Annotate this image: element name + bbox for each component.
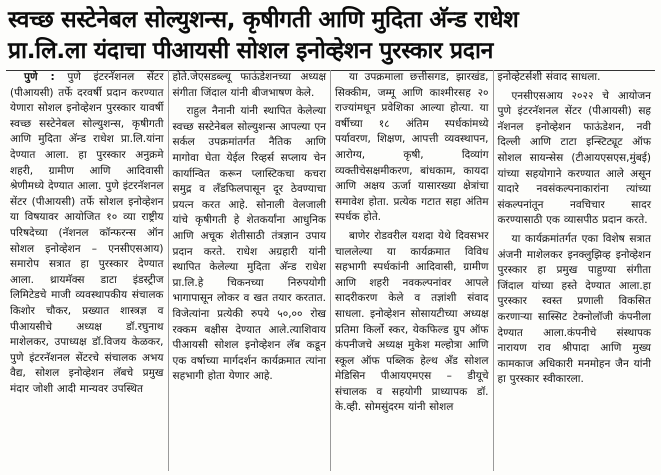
paragraph: राहुल नैनानी यांनी स्थापित केलेल्या स्वच्छ सस्टेनेबल सोल्युशन्स आपल्या एन सर्कल उपक्रमांतर्गत नैतिक आणि मागोवा घेता येईल रिव्हर्स सप्लाय चेन कार्यान्वित करून प्लास्टिकचा कचरा समुद्र व लँडफिलपासून दूर ठेवण्याचा प्रयत्न करत आहे. सोनाली वेलजाली यांचे कृषीगती हे शेतकर्यांना आधुनिक आणि अचूक शेतीसाठी तंत्रज्ञान उपाय प्रदान करते. राधेश अग्रहारी यांनी स्थापित केलेल्या मुदिता अ‍ॅन्ड राधेश प्रा.लि.हे चिकनच्या निरुपयोगी भागापासून लोकर व खत तयार करतात. विजेत्यांना प्रत्येकी रुपये ५०,०० रोख रक्कम बक्षीस देण्यात आले.त्याशिवाय पीआयसी सोशल इनोव्हेशन लॅब कडून एक वर्षाच्या मार्गदर्शन कार्यक्रमात त्यांना सहभागी होता येणार आहे.: [172, 105, 326, 383]
column-4: [493, 70, 656, 471]
paragraph: या कार्यक्रमांतर्गत एका विशेष सत्रात अंजनी माशेलकर इनक्लुझिव्ह इनोव्हेशन पुरस्कार हा प्रमुख पाहुण्या संगीता जिंदाल यांच्या हस्ते देण्यात आला.हा पुरस्कार स्वस्त प्रणाली विकसित करणाऱ्या सास्सिट टेक्नोलॉजी कंपनीला देण्यात आला.कंपनीचे संस्थापक नारायण राव श्रीपादा आणि मुख्य कामकाज अधिकारी मनमोहन जैन यांनी हा पुरस्कार स्वीकारला.: [497, 232, 651, 386]
headline-line-1: स्वच्छ सस्टेनेबल सोल्युशन्स, कृषीगती आणि मुदिता अ‍ॅन्ड राधेश: [8, 7, 519, 33]
column-1: [6, 70, 168, 471]
paragraph-text: पुणे इंटरनॅशनल सेंटर (पीआयसी) तर्फे दरवर्षी प्रदान करण्यात येणारा सोशल इनोव्हेशन पुरस्कार यावर्षी स्वच्छ सस्टेनेबल सोल्युशन्स, कृषीगती आणि मुदिता अ‍ॅन्ड राधेश प्रा.लि.यांना देण्यात आला. हा पुरस्कार अनुक्रमे शहरी, ग्रामीण आणि आदिवासी श्रेणीमध्ये देण्यात आला. पुणे इंटरनॅशनल सेंटर (पीआयसी) तर्फे सोशल इनोव्हेशन या विषयावर आयोजित १० व्या राष्ट्रीय परिषदेच्या (नॅशनल कॉन्फरन्स ऑन सोशल इनोव्हेशन – एनसीएसआय) समारोप सत्रात हा पुरस्कार देण्यात आला. थ्रायमॅक्स डाटा इंडस्ट्रीज लिमिटेडचे माजी व्यवस्थापकीय संचालक किशोर चौकर, प्रख्यात शास्त्रज्ञ व पीआयसीचे अध्यक्ष डॉ.रघुनाथ माशेलकर, उपाध्यक्ष डॉ.विजय केळकर, पुणे इंटरनॅशनल सेंटरचे संचालक अभय वैद्य, सोशल इनोव्हेशन लॅबचे प्रमुख मंदार जोशी आदी मान्यवर उपस्थित: [10, 71, 164, 395]
paragraph: [10, 70, 164, 397]
column-2: [168, 70, 331, 471]
headline-line-2: प्रा.लि.ला यंदाचा पीआयसी सोशल इनोव्हेशन पुरस्कार प्रदान: [8, 38, 494, 64]
paragraph: बाणेर रोडवरील यशदा येथे दिवसभर चाललेल्या या कार्यक्रमात विविध सहभागी स्पर्धकांनी आदिवासी, ग्रामीण आणि शहरी नवकल्पनांवर आपले सादरीकरण केले व तज्ञांशी संवाद साधला. इनोव्हेशन सोसायटीच्या अध्यक्ष प्रतिमा किर्लो स्कर, येकफिल्ड ग्रुप ऑफ कंपनीजचे अध्यक्ष मुकेश मल्होत्रा आणि स्कूल ऑफ पब्लिक हेल्थ अँड सोशल मेडिसिन पीआयएमएस – डीयूचे संचालक व सहयोगी प्राध्यापक डॉ. के.व्ही. सोमसुंदरम यांनी सोशल: [335, 229, 489, 414]
article-body: [6, 70, 655, 471]
column-3: [330, 70, 493, 471]
headline: [0, 0, 661, 67]
paragraph: इनोव्हेटर्सशी संवाद साधला.: [497, 71, 601, 83]
paragraph: होते.जेएसडब्ल्यू फाऊंडेशनच्या अध्यक्ष संगीता जिंदाल यांनी बीजभाषण केले.: [172, 71, 326, 99]
dateline: पुणे :: [24, 71, 55, 83]
paragraph: एनसीएसआय २०२२ चे आयोजन पुणे इंटरनॅशनल सेंटर (पीआयसी) सह नॅशनल इनोव्हेशन फाऊंडेशन, नवी दिल्ली आणि टाटा इन्स्टिट्यूट ऑफ सोशल सायन्सेस (टीआयएसएस,मुंबई) यांच्या सहयोगाने करण्यात आले असून यादारे नवसंकल्पनाकारांना त्यांच्या संकल्पनांतून नवचिचार सादर करण्यासाठी एक व्यासपीठ प्रदान करते.: [497, 89, 651, 227]
paragraph: या उपक्रमाला छत्तीसगड, झारखंड, सिक्कीम, जम्मू आणि काश्मीरसह २० राज्यांमधून प्रवेशिका आल्या होत्या. या वर्षीच्या १८ अंतिम स्पर्धकांमध्ये पर्यावरण, शिक्षण, आपत्ती व्यवस्थापन, आरोग्य, कृषी, दिव्यांग व्यक्तीचेसक्षमीकरण, बांधकाम, कायदा आणि अक्षय ऊर्जा यासारख्या क्षेत्रांचा समावेश होता. प्रत्येक गटात सहा अंतिम स्पर्धक होते.: [335, 71, 489, 224]
